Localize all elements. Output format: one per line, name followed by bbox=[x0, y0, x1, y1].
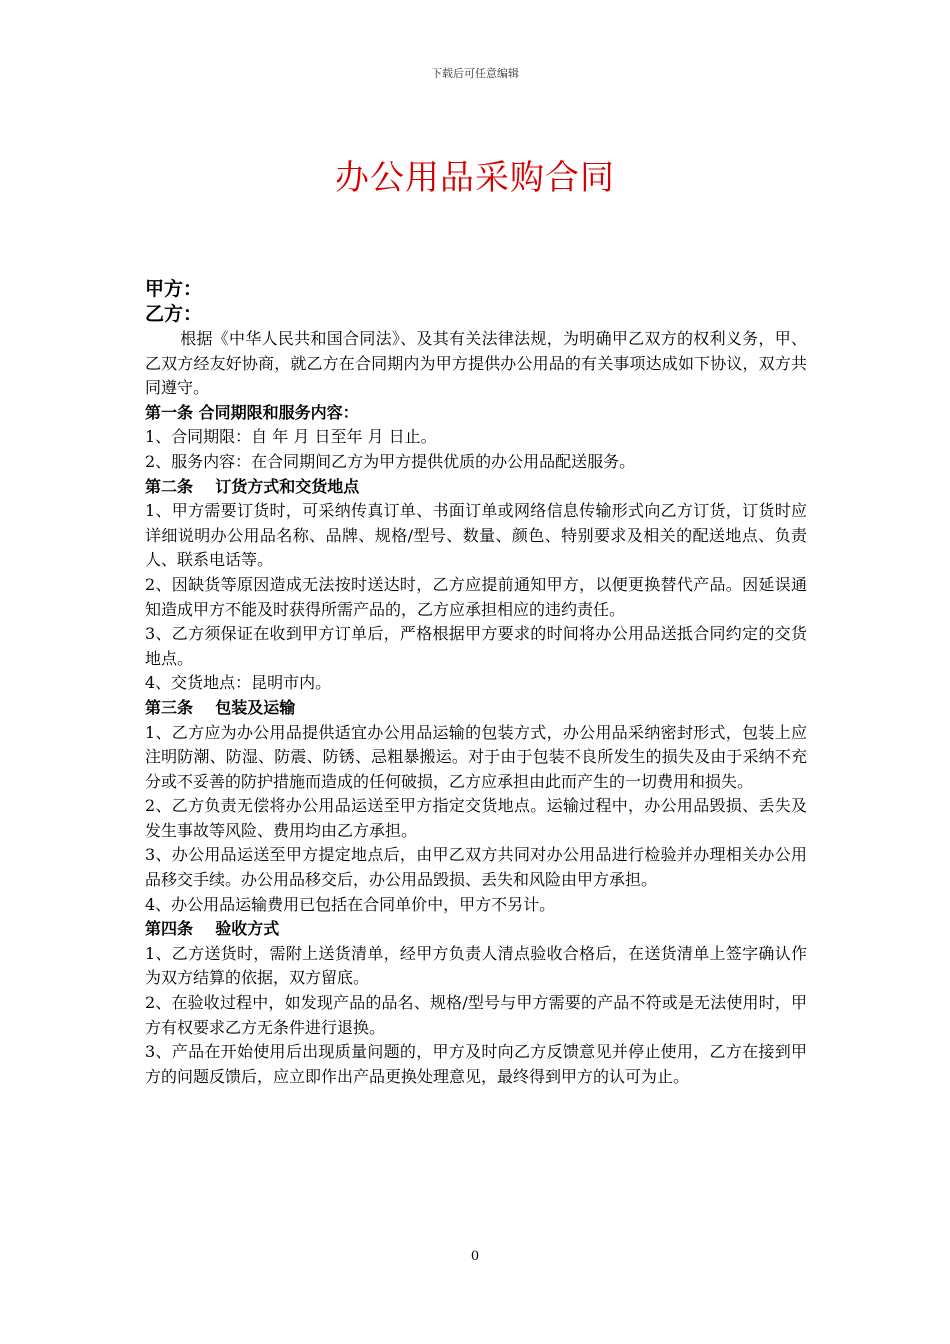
party-b-label: 乙方： bbox=[145, 303, 203, 325]
clause-item: 1、合同期限：自 年 月 日至年 月 日止。 bbox=[145, 427, 437, 447]
clause-item: 3、办公用品运送至甲方提定地点后，由甲乙双方共同对办公用品进行检验并办理相关办公用品移交手续。办公用品移交后，办公用品毁损、丢失和风险由甲方承担。 bbox=[145, 845, 807, 890]
document-body bbox=[145, 277, 807, 1089]
clause-item: 4、办公用品运输费用已包括在合同单价中，甲方不另计。 bbox=[145, 894, 556, 914]
clause-item: 3、产品在开始使用后出现质量问题的，甲方及时向乙方反馈意见并停止使用，乙方在接到甲方的问题反馈后，应立即作出产品更换处理意见，最终得到甲方的认可为止。 bbox=[145, 1042, 807, 1086]
party-a-label: 甲方： bbox=[145, 278, 203, 300]
section-heading: 第二条 订货方式和交货地点 bbox=[145, 476, 360, 496]
section-heading: 第一条 合同期限和服务内容： bbox=[145, 402, 359, 422]
section-heading: 第四条 验收方式 bbox=[145, 919, 280, 939]
header-note: 下载后可任意编辑 bbox=[431, 67, 519, 80]
clause-item: 3、乙方须保证在收到甲方订单后，严格根据甲方要求的时间将办公用品送抵合同约定的交货地点。 bbox=[145, 624, 807, 668]
document-title: 办公用品采购合同 bbox=[335, 158, 615, 198]
clause-item: 2、因缺货等原因造成无法按时送达时，乙方应提前通知甲方，以便更换替代产品。因延误通知造成甲方不能及时获得所需产品的，乙方应承担相应的违约责任。 bbox=[145, 574, 807, 619]
clause-item: 2、服务内容：在合同期间乙方为甲方提供优质的办公用品配送服务。 bbox=[145, 451, 636, 471]
clause-item: 2、在验收过程中，如发现产品的品名、规格/型号与甲方需要的产品不符或是无法使用时，甲方有权要求乙方无条件进行退换。 bbox=[145, 993, 807, 1037]
page-number: 0 bbox=[470, 1249, 480, 1264]
clause-item: 1、甲方需要订货时，可采纳传真订单、书面订单或网络信息传输形式向乙方订货，订货时应详细说明办公用品名称、品牌、规格/型号、数量、颜色、特别要求及相关的配送地点、负责人、联系电话等。 bbox=[145, 501, 807, 570]
intro-paragraph: 根据《中华人民共和国合同法》、及其有关法律法规，为明确甲乙双方的权利义务，甲、乙双方经友好协商，就乙方在合同期内为甲方提供办公用品的有关事项达成如下协议，双方共同遵守。 bbox=[145, 329, 807, 398]
section-heading: 第三条 包装及运输 bbox=[145, 697, 296, 717]
clause-item: 4、交货地点：昆明市内。 bbox=[145, 673, 332, 693]
clause-item: 1、乙方应为办公用品提供适宜办公用品运输的包装方式，办公用品采纳密封形式，包装上应注明防潮、防湿、防震、防锈、忌粗暴搬运。对于由于包装不良所发生的损失及由于采纳不充分或不妥善的防护措施而造成的任何破损，乙方应承担由此而产生的一切费用和损失。 bbox=[145, 722, 807, 791]
clause-item: 1、乙方送货时，需附上送货清单，经甲方负责人清点验收合格后，在送货清单上签字确认作为双方结算的依据，双方留底。 bbox=[145, 943, 807, 988]
clause-item: 2、乙方负责无偿将办公用品运送至甲方指定交货地点。运输过程中，办公用品毁损、丢失及发生事故等风险、费用均由乙方承担。 bbox=[145, 796, 807, 840]
